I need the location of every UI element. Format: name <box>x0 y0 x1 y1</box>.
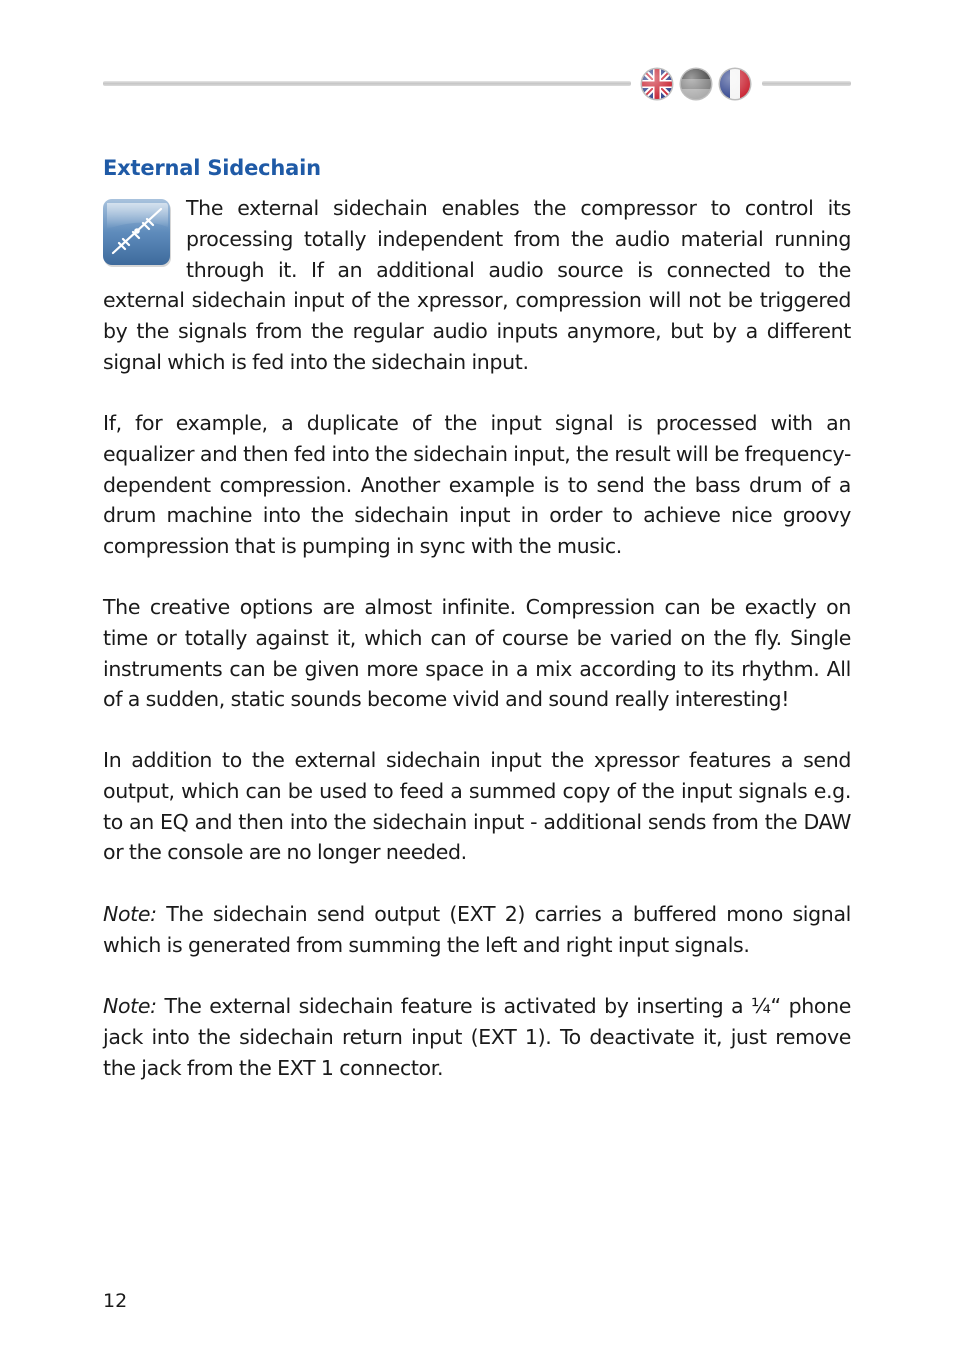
note-text: The sidechain send output (EXT 2) carries a buffered mono signal which is generated from summing the left and right input signals. <box>103 902 851 957</box>
note-activation <box>103 991 851 1083</box>
header-rule-right <box>762 81 851 86</box>
note-text: The external sidechain feature is activated by inserting a ¼“ phone jack into the sidechain return input (EXT 1). To deactivate it, just remove the jack from the EXT 1 connector. <box>103 994 851 1080</box>
header-rule-left <box>103 81 631 86</box>
de-flag-icon[interactable] <box>679 67 713 101</box>
paragraph-text: The external sidechain enables the compressor to control its processing totally independent from the audio material running through it. If an additional audio source is connected to the external sidechain input of the xpressor, compression will not be triggered by the signals from the regular audio inputs anymore, but by a different signal which is fed into the sidechain input. <box>103 196 851 374</box>
note-send-output <box>103 899 851 961</box>
paragraph-intro <box>103 193 851 378</box>
paragraph-send-output: In addition to the external sidechain input the xpressor features a send output, which can be used to feed a summed copy of the input signals e.g. to an EQ and then into the sidechain input - additional sends from the DAW or the console are no longer needed. <box>103 748 851 865</box>
paragraph-equalizer: If, for example, a duplicate of the input signal is processed with an equalizer and then fed into the sidechain input, the result will be frequency-dependent compression. Another example is to send the bass drum of a drum machine into the sidechain input in order to achieve nice groovy compression that is pumping in sync with the music. <box>103 411 851 559</box>
language-flags <box>640 67 752 101</box>
paragraph-creative: The creative options are almost infinite. Compression can be exactly on time or totally against it, which can of course be varied on the fly. Single instruments can be given more space in a mix according to its rhythm. All of a sudden, static sounds become vivid and sound really interesting! <box>103 595 851 712</box>
fr-flag-icon[interactable] <box>718 67 752 101</box>
page-number: 12 <box>103 1290 128 1312</box>
icon-wrap-spacer <box>103 193 186 285</box>
note-label: Note: <box>103 994 157 1018</box>
uk-flag-icon[interactable] <box>640 67 674 101</box>
section-title: External Sidechain <box>103 156 321 180</box>
note-label: Note: <box>103 902 157 926</box>
